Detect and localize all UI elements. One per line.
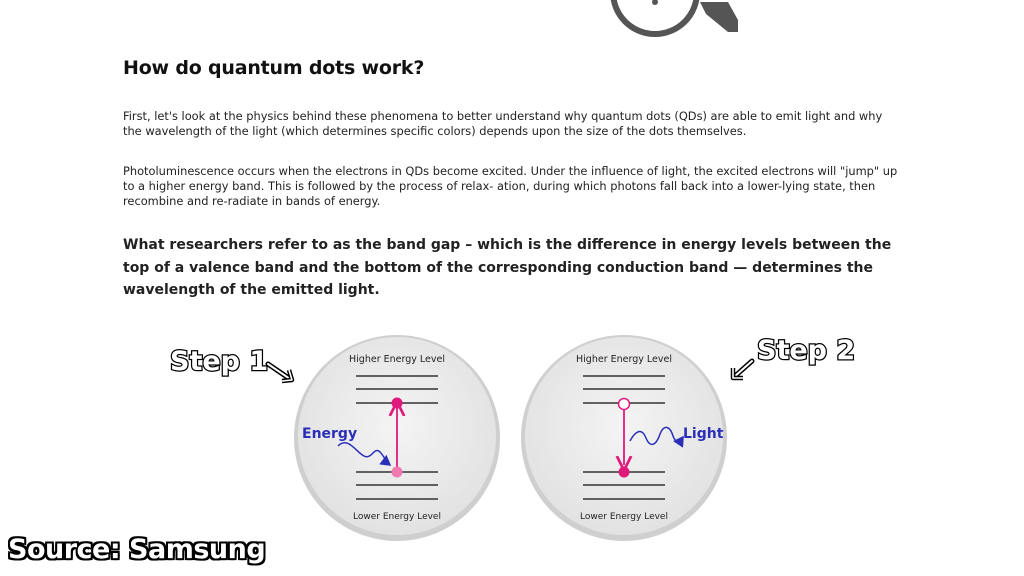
lower-energy-label-1: Lower Energy Level (353, 512, 441, 522)
relaxed-electron-dot (619, 467, 630, 478)
arrow-icon (733, 361, 752, 378)
ground-electron-dot (392, 467, 403, 478)
lower-energy-label-2: Lower Energy Level (580, 512, 668, 522)
excited-electron-dot (392, 398, 403, 409)
source-caption: Source: Samsung (8, 534, 266, 565)
step1-circle (294, 335, 500, 541)
energy-label: Energy (302, 426, 358, 442)
step2-circle (521, 335, 727, 541)
higher-energy-label-1: Higher Energy Level (349, 354, 445, 365)
magnifier-icon (600, 0, 750, 40)
empty-electron-dot (619, 399, 630, 410)
higher-energy-label-2: Higher Energy Level (576, 354, 672, 365)
photoluminescence-paragraph: Photoluminescence occurs when the electrons in QDs become excited. Under the influence of light, the excited electrons will "jump" up to a higher energy band. This is followed by the process of relax- ation, during which photons fall back into a lower-lying state, then recombine and re-radiate in bands of energy. (123, 164, 898, 208)
arrow-icon (268, 364, 292, 381)
page-title: How do quantum dots work? (123, 57, 425, 79)
band-gap-emphasis: What researchers refer to as the band gap – which is the difference in energy levels between the top of a valence band and the bottom of the corresponding conduction band — determines the wavelength of the emitted light. (123, 237, 892, 298)
light-label: Light (683, 426, 724, 442)
step1-label: Step 1 (170, 346, 269, 377)
step2-label: Step 2 (757, 335, 856, 366)
intro-paragraph: First, let's look at the physics behind these phenomena to better understand why quantum dots (QDs) are able to emit light and why the wavelength of the light (which determines specific colors) depends upon the size of the dots themselves. (123, 109, 883, 138)
